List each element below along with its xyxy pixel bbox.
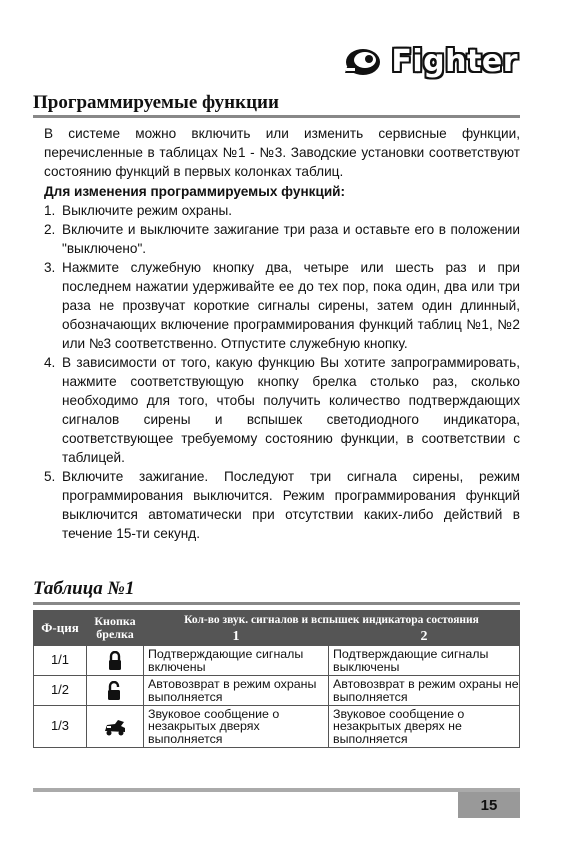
unlocked-padlock-icon: [107, 681, 123, 701]
table-title: Таблица №1: [33, 578, 135, 599]
state-2-text: Подтверждающие сигналы выключены: [329, 646, 520, 676]
function-code: 1/3: [34, 706, 87, 748]
table-title-divider: [33, 602, 520, 605]
car-trunk-icon: [103, 718, 127, 736]
steps-heading: Для изменения программируемых функций:: [44, 184, 346, 199]
step-number: 2.: [44, 222, 56, 237]
header-signals: Кол-во звук. сигналов и вспышек индикатора состояния: [144, 611, 520, 629]
list-item: [44, 258, 520, 353]
list-item: [44, 467, 520, 543]
function-code: 1/1: [34, 646, 87, 676]
header-function: Ф-ция: [34, 611, 87, 646]
state-2-text: Автовозврат в режим охраны не выполняется: [329, 676, 520, 706]
list-item: [44, 353, 520, 467]
step-number: 5.: [44, 469, 56, 484]
step-number: 4.: [44, 355, 56, 370]
header-col-2: 2: [329, 629, 520, 646]
step-text: Нажмите служебную кнопку два, четыре или шесть раз и при последнем нажатии удерживайте ее до тех пор, пока один, два или три раза не прозвучат короткие сигналы сирены, затем один длинный, обозначающих включение программирования функций таблиц №1, №2 или №3 соответственно. Отпустите служебную кнопку.: [62, 260, 520, 351]
list-item: [44, 220, 520, 258]
header-button-line2: брелка: [96, 627, 134, 641]
brand-name: Fighter: [391, 43, 518, 79]
brand-logo: [343, 44, 518, 78]
page-title: Программируемые функции: [33, 92, 279, 113]
table-row: [34, 676, 520, 706]
table-row: [34, 706, 520, 748]
step-text: В зависимости от того, какую функцию Вы хотите запрограммировать, нажмите соответствующую кнопку брелка столько раз, сколько необходимо для того, чтобы получить количество подтверждающих сигналов сирены и вспышек светодиодного индикатора, соответствующее требуемому состоянию функции, в соответствии с таблицей.: [62, 355, 520, 465]
button-cell: [87, 676, 144, 706]
state-2-text: Звуковое сообщение о незакрытых дверях не выполняется: [329, 706, 520, 748]
button-cell: [87, 706, 144, 748]
fighter-logo-icon: [343, 45, 385, 77]
step-text: Выключите режим охраны.: [62, 203, 233, 218]
intro-paragraph: В системе можно включить или изменить сервисные функции, перечисленные в таблицах №1 - №3. Заводские установки соответствуют состоянию функций в первых колонках таблиц.: [44, 126, 520, 179]
title-divider: [33, 115, 520, 118]
step-text: Включите и выключите зажигание три раза и оставьте его в положении "выключено".: [62, 222, 520, 256]
footer-divider: [33, 788, 520, 792]
step-text: Включите зажигание. Последуют три сигнала сирены, режим программирования выключится. Режим программирования функций выключится автоматически при отсутствии каких-либо действий в течение 15-ти секунд.: [62, 469, 520, 541]
state-1-text: Автовозврат в режим охраны выполняется: [144, 676, 329, 706]
header-col-1: 1: [144, 629, 329, 646]
function-code: 1/2: [34, 676, 87, 706]
header-button: [87, 611, 144, 646]
page-number: 15: [458, 792, 520, 818]
list-item: [44, 201, 520, 220]
header-button-line1: Кнопка: [94, 614, 136, 628]
locked-padlock-icon: [108, 651, 122, 671]
step-number: 1.: [44, 203, 56, 218]
steps-list: [44, 201, 520, 543]
functions-table: [33, 610, 520, 748]
state-1-text: Звуковое сообщение о незакрытых дверях выполняется: [144, 706, 329, 748]
state-1-text: Подтверждающие сигналы включены: [144, 646, 329, 676]
button-cell: [87, 646, 144, 676]
table-row: [34, 646, 520, 676]
step-number: 3.: [44, 260, 56, 275]
